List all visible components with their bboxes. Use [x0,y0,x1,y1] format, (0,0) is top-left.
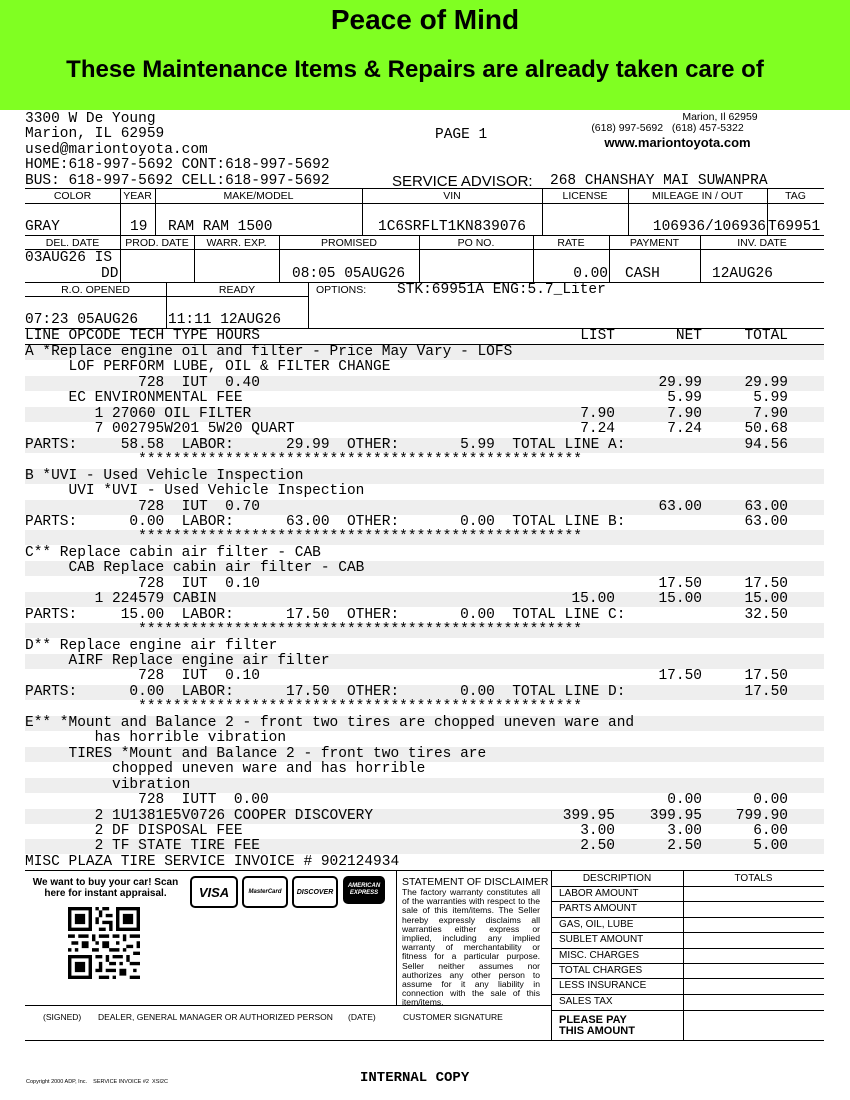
header-banner [0,0,850,110]
totals-row-label: SUBLET AMOUNT [559,934,644,946]
service-advisor-label: SERVICE ADVISOR: [392,173,533,190]
divider [551,978,824,979]
line-net: 2.50 [667,838,702,855]
line-total: 29.99 [744,374,788,391]
line-text: LOF PERFORM LUBE, OIL & FILTER CHANGE [25,359,391,376]
banner-title: Peace of Mind [330,4,520,35]
label-tag: TAG [785,190,806,202]
divider [551,870,552,1040]
label-year: YEAR [123,190,152,202]
line-text: *************************************************** [25,452,582,469]
disclaimer-text: The factory warranty constitutes all of the warranties with respect to the sale of this item/items. The Seller hereby expressly disclaims all warranties either express or implied, including any implied warranty of merchantability or fitness for a particular purpose. Seller neither assumes nor authorizes any other person to assume for it any liability in connection with the sale of this item/items. [402,887,540,1008]
dealer-city: Marion, Il 62959 [682,111,758,123]
line-list: 7.90 [580,405,615,422]
lines-header-left: LINE OPCODE TECH TYPE HOURS [25,328,260,344]
label-license: LICENSE [562,190,608,202]
line-text: 7 002795W201 5W20 QUART [25,421,295,438]
line-text: 728 IUTT 0.00 [25,792,269,809]
ro-ready: 11:11 12AUG26 [168,312,282,328]
totals-row-label: GAS, OIL, LUBE [559,918,634,930]
divider [551,932,824,933]
line-list: 7.24 [580,421,615,438]
line-text: 728 IUT 0.40 [25,374,260,391]
line-text: chopped uneven ware and has horrible [25,761,426,778]
line-text: UVI *UVI - Used Vehicle Inspection [25,483,365,500]
line-net: 63.00 [658,498,702,515]
label-ro-opened: R.O. OPENED [61,284,130,296]
lines-header-list: LIST [580,328,615,344]
address-line: 3300 W De Young [25,111,156,127]
date-label: (DATE) [348,1012,376,1022]
label-color: COLOR [53,190,92,202]
line-total: 63.00 [744,498,788,515]
line-text: C** Replace cabin air filter - CAB [25,544,321,561]
line-text: D** Replace engine air filter [25,637,278,654]
line-list: 399.95 [562,807,615,824]
this-amount: THIS AMOUNT [559,1025,635,1037]
vehicle-tag: T69951 [768,219,821,235]
vehicle-make-model: RAM RAM 1500 [168,219,273,235]
line-total: 50.68 [744,421,788,438]
line-total: 6.00 [753,822,788,839]
line-text: AIRF Replace engine air filter [25,653,330,669]
dealer-signature-label: DEALER, GENERAL MANAGER OR AUTHORIZED PERSON [98,1012,333,1022]
line-text: CAB Replace cabin air filter - CAB [25,560,365,577]
address-line: HOME:618-997-5692 CONT:618-997-5692 [25,157,330,173]
line-text: PARTS: 0.00 LABOR: 17.50 OTHER: 0.00 TOTAL LINE D: [25,683,626,700]
line-total: 17.50 [744,668,788,685]
label-mileage: MILEAGE IN / OUT [651,190,743,202]
line-text: has horrible vibration [25,730,287,747]
appraisal-text: We want to buy your car! Scan here for instant appraisal. [32,877,179,899]
line-text: 728 IUT 0.10 [25,668,260,685]
del-date-2: DD [101,266,119,282]
line-text: PARTS: 58.58 LABOR: 29.99 OTHER: 5.99 TOTAL LINE A: [25,436,626,453]
disclaimer-title: STATEMENT OF DISCLAIMER [402,876,549,888]
label-rate: RATE [557,237,585,249]
totals-row-label: LABOR AMOUNT [559,888,639,899]
visa-label: VISA [198,884,230,900]
vehicle-vin: 1C6SRFLT1KN839076 [378,219,526,235]
label-make-model: MAKE/MODEL [223,190,294,202]
line-text: EC ENVIRONMENTAL FEE [25,390,243,407]
line-text: 1 224579 CABIN [25,591,217,608]
label-po-no: PO NO. [457,237,495,249]
mastercard-label: MasterCard [248,889,282,895]
line-net: 0.00 [667,792,702,809]
dealer-phones: (618) 997-5692 (618) 457-5322 [591,122,744,134]
line-text: 728 IUT 0.10 [25,575,260,592]
internal-copy: INTERNAL COPY [360,1070,470,1086]
line-net: 7.90 [667,405,702,422]
totals-row-label: TOTAL CHARGES [559,965,643,976]
inv-date-value: 12AUG26 [712,266,773,282]
label-prod-date: PROD. DATE [125,237,189,249]
divider [551,994,824,995]
vehicle-color: GRAY [25,219,60,235]
divider [683,870,684,1040]
line-net: 399.95 [649,807,702,824]
payment-value: CASH [625,266,660,282]
line-list: 2.50 [580,838,615,855]
line-text: E** *Mount and Balance 2 - front two tires are chopped uneven ware and [25,714,635,731]
vehicle-mileage: 106936/106936 [652,219,766,235]
line-total: 799.90 [735,807,788,824]
line-net: 15.00 [658,591,702,608]
label-ready: READY [218,284,256,296]
line-text: 1 27060 OIL FILTER [25,405,252,422]
line-total: 32.50 [744,606,788,623]
line-list: 3.00 [580,822,615,839]
line-net: 17.50 [658,575,702,592]
promised-time: 08:05 05AUG26 [292,266,406,282]
divider [25,870,824,871]
label-vin: VIN [443,190,461,202]
vehicle-year: 19 [130,219,148,235]
divider [25,188,824,189]
amex-label: AMERICAN EXPRESS [347,883,381,896]
line-total: 7.90 [753,405,788,422]
divider [551,886,824,887]
line-text: *************************************************** [25,622,582,639]
totals-row-label: LESS INSURANCE [559,980,647,992]
line-total: 5.00 [753,838,788,855]
line-text: TIRES *Mount and Balance 2 - front two tires are [25,745,487,762]
line-text: PARTS: 15.00 LABOR: 17.50 OTHER: 0.00 TOTAL LINE C: [25,606,626,623]
line-text: PARTS: 0.00 LABOR: 63.00 OTHER: 0.00 TOTAL LINE B: [25,513,626,530]
lines-header-net: NET [675,328,702,344]
rate-value: 0.00 [573,266,608,282]
totals-label: TOTALS [734,873,773,884]
mastercard-icon [242,876,288,908]
discover-label: DISCOVER [296,888,334,896]
del-date: 03AUG26 IS [25,250,113,266]
dealer-website[interactable]: www.mariontoyota.com [604,135,751,150]
label-promised: PROMISED [320,237,377,249]
ro-opened: 07:23 05AUG26 [25,312,139,328]
label-inv-date: INV. DATE [737,237,787,249]
signed-label: (SIGNED) [43,1012,82,1022]
divider [551,917,824,918]
line-net: 29.99 [658,374,702,391]
line-total: 15.00 [744,591,788,608]
label-del-date: DEL. DATE [45,237,100,249]
line-text: B *UVI - Used Vehicle Inspection [25,467,304,484]
line-text: *************************************************** [25,699,582,716]
divider [551,1010,824,1011]
lines-header-total: TOTAL [744,328,788,344]
line-text: 2 TF STATE TIRE FEE [25,838,260,855]
page-number: PAGE 1 [435,127,488,143]
label-options: OPTIONS: [316,284,367,296]
line-net: 5.99 [667,390,702,407]
line-text: *************************************************** [25,529,582,546]
divider [551,963,824,964]
line-text: vibration [25,776,191,793]
qr-code-icon[interactable] [68,907,140,979]
line-net: 3.00 [667,822,702,839]
line-total: 17.50 [744,683,788,700]
divider [396,870,397,1005]
address-line: Marion, IL 62959 [25,126,165,142]
line-total: 5.99 [753,390,788,407]
address-line: used@mariontoyota.com [25,142,208,158]
line-total: 94.56 [744,436,788,453]
banner-subtitle: These Maintenance Items & Repairs are already taken care of [66,56,764,83]
description-label: DESCRIPTION [582,873,652,884]
line-text: MISC PLAZA TIRE SERVICE INVOICE # 902124934 [25,853,400,870]
totals-row-label: PARTS AMOUNT [559,903,637,915]
line-text: A *Replace engine oil and filter - Price May Vary - LOFS [25,344,513,360]
line-total: 0.00 [753,792,788,809]
line-net: 7.24 [667,421,702,438]
line-list: 15.00 [571,591,615,608]
line-total: 63.00 [744,513,788,530]
line-total: 17.50 [744,575,788,592]
label-warr-exp: WARR. EXP. [206,237,267,249]
divider [551,901,824,902]
totals-row-label: SALES TAX [559,995,613,1007]
options-value: STK:69951A ENG:5.7_Liter [397,282,606,298]
divider [25,249,824,250]
divider [25,1040,824,1041]
visa-card-icon [190,876,238,908]
copyright: Copyright 2000 ADP, Inc. SERVICE INVOICE #2 XSI2C [26,1079,168,1085]
divider [551,948,824,949]
divider [25,203,824,204]
please-pay: PLEASE PAY [559,1014,627,1026]
divider [308,282,309,328]
line-text: 728 IUT 0.70 [25,498,260,515]
label-payment: PAYMENT [629,237,680,249]
address-line: BUS: 618-997-5692 CELL:618-997-5692 [25,173,330,189]
amex-card-icon [343,876,385,904]
service-advisor: 268 CHANSHAY MAI SUWANPRA [550,173,768,189]
customer-signature-label: CUSTOMER SIGNATURE [403,1012,503,1022]
discover-card-icon [292,876,338,908]
line-text: 2 1U1381E5V0726 COOPER DISCOVERY [25,807,374,824]
line-text: 2 DF DISPOSAL FEE [25,822,243,839]
line-net: 17.50 [658,668,702,685]
totals-row-label: MISC. CHARGES [559,949,640,961]
